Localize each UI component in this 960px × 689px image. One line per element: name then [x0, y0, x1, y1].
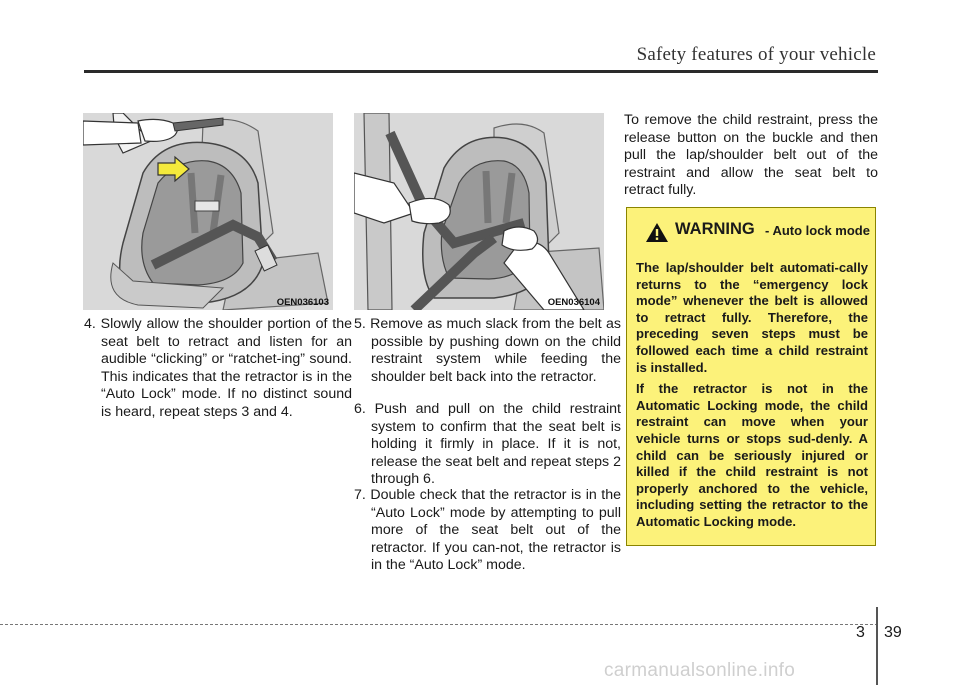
section-header-title: Safety features of your vehicle: [636, 44, 876, 65]
warning-subtitle: - Auto lock mode: [765, 223, 870, 238]
figure-seat-belt-retract: [83, 113, 333, 310]
child-seat-illustration-2: [354, 113, 604, 310]
page-number-separator: [876, 607, 878, 685]
footer-rule: [0, 624, 878, 625]
step-6: 6. Push and pull on the child restraint system to confirm that the seat belt is holding it firmly in place. If it is not, release the seat belt and repeat steps 2 through 6.: [354, 401, 621, 488]
warning-triangle-icon: [645, 222, 669, 243]
warning-body: [636, 260, 868, 536]
warning-paragraph: If the retractor is not in the Automatic Locking mode, the child restraint can move when your vehicle turns or stops sud-denly. A child can be seriously injured or killed if the child restraint is not properly anchored to the vehicle, including setting the retractor to the Automatic Locking mode.: [636, 381, 868, 529]
step-7: 7. Double check that the retractor is in the “Auto Lock” mode by attempting to pull more of the seat belt out of the retractor. If you can-not, the retractor is in the “Auto Lock” mode.: [354, 487, 621, 574]
chapter-number: 3: [856, 624, 865, 641]
child-seat-illustration-1: [83, 113, 333, 310]
figure-code: OEN036103: [276, 297, 329, 308]
warning-paragraph: The lap/shoulder belt automati-cally returns to the “emergency lock mode” whenever the belt is allowed to retract fully. Therefore, the preceding seven steps must be followed each time a child restraint is installed.: [636, 260, 868, 375]
figure-code: OEN036104: [547, 297, 600, 308]
figure-remove-slack: [354, 113, 604, 310]
page-number-value: 39: [884, 624, 902, 641]
warning-box: [626, 207, 876, 546]
step-5: 5. Remove as much slack from the belt as possible by pushing down on the child restraint system while feeding the shoulder belt back into the retractor.: [354, 316, 621, 385]
header-rule: [84, 70, 878, 73]
step-4: 4. Slowly allow the shoulder portion of the seat belt to retract and listen for an audible “clicking” or “ratchet-ing” sound. This indicates that the retractor is in the “Auto Lock” mode. If no distinct sound is heard, repeat steps 3 and 4.: [84, 316, 352, 420]
warning-title: WARNING: [675, 220, 755, 238]
watermark-text: carmanualsonline.info: [604, 660, 796, 681]
remove-restraint-paragraph: To remove the child restraint, press the release button on the buckle and then pull the lap/shoulder belt out of the restraint and allow the seat belt to retract fully.: [624, 112, 878, 199]
